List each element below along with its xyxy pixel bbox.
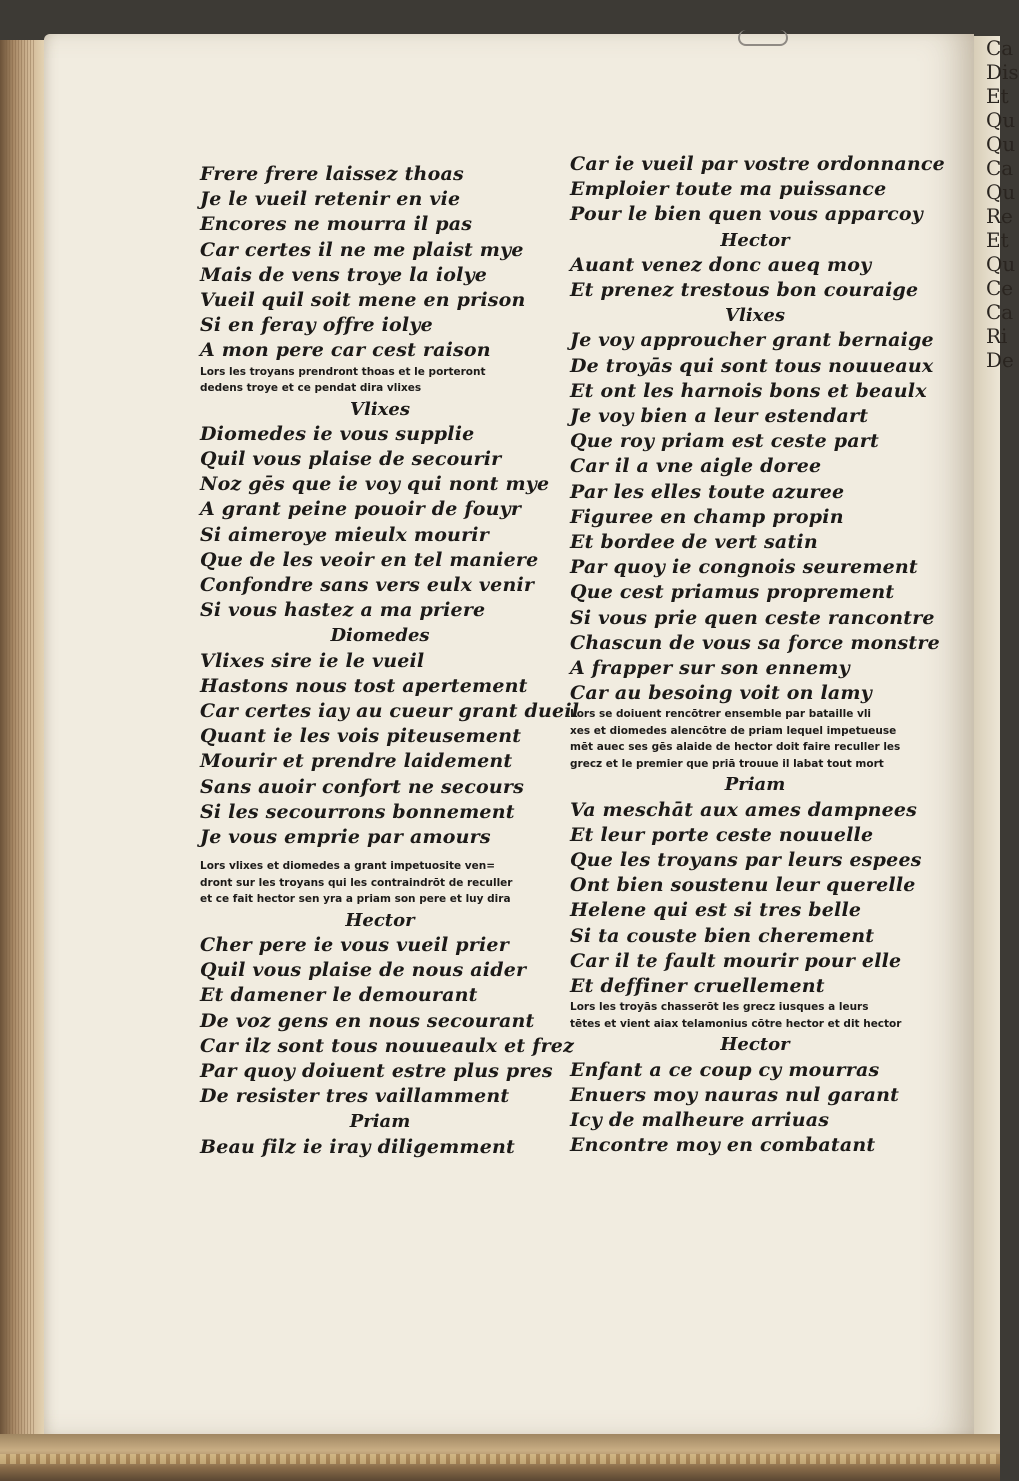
facing-page-fragment: Re (986, 204, 1013, 228)
verse-line: Car ie vueil par vostre ordonnance (570, 153, 945, 175)
verse-group (200, 649, 580, 851)
verse-line: De voz gens en nous secourant (200, 1009, 535, 1032)
verse-line: Car certes il ne me plaist mye (200, 238, 524, 261)
verse-line: A grant peine pouoir de fouyr (200, 498, 522, 521)
verse-line: A mon pere car cest raison (200, 339, 491, 362)
left-text-column (200, 162, 580, 1160)
speaker-heading: Diomedes (330, 625, 430, 647)
speaker-heading: Hector (720, 229, 790, 251)
verse-line: Car au besoing voit on lamy (570, 682, 872, 705)
stage-direction-line: Lors les troyās chasserōt les grecz iusques a leurs (570, 1001, 869, 1014)
stage-direction-line: xes et diomedes alencōtre de priam lequel impetueuse (570, 724, 897, 737)
stage-direction-line: dront sur les troyans qui les contraindrōt de reculler (200, 876, 513, 889)
facing-page-fragment: Ca (986, 300, 1014, 324)
book-binding-left (0, 40, 46, 1455)
stage-direction (200, 364, 560, 397)
stage-direction-line: dedens troye et ce pendat dira vlixes (200, 382, 422, 395)
verse-line: A frapper sur son ennemy (570, 657, 850, 680)
speaker-heading: Hector (720, 1034, 790, 1056)
verse-line: Icy de malheure arriuas (570, 1108, 830, 1131)
stage-direction-line: mēt auec ses gēs alaide de hector doit faire reculler les (570, 741, 901, 754)
verse-line: Emploier toute ma puissance (570, 178, 887, 201)
verse-line: De troyās qui sont tous nouueaux (570, 354, 934, 377)
speaker-heading: Priam (349, 1111, 411, 1133)
verse-line: Cher pere ie vous vueil prier (200, 933, 509, 956)
stage-direction-line: Lors vlixes et diomedes a grant impetuosite ven= (200, 860, 495, 873)
right-text-column (570, 152, 945, 1158)
verse-line: Que cest priamus proprement (570, 581, 895, 604)
verse-line: Et damener le demourant (200, 984, 478, 1007)
verse-line: Je voy bien a leur estendart (570, 405, 869, 428)
facing-page-fragment: Qu (986, 132, 1016, 156)
verse-line: Pour le bien quen vous apparcoy (570, 203, 923, 226)
facing-page-fragment: Qu (986, 108, 1016, 132)
verse-line: Va meschāt aux ames dampnees (570, 798, 918, 821)
verse-line: Que les troyans par leurs espees (570, 849, 922, 872)
stage-direction-line: grecz et le premier que priā trouue il labat tout mort (570, 757, 884, 770)
speaker-heading: Vlixes (350, 398, 410, 420)
verse-line: Auant venez donc aueq moy (570, 253, 872, 276)
stage-direction-line: et ce fait hector sen yra a priam son pere et luy dira (200, 893, 511, 906)
verse-line: Frere frere laissez thoas (200, 163, 464, 185)
verse-line: Si vous hastez a ma priere (200, 599, 486, 622)
facing-page-fragment: De (986, 348, 1014, 372)
facing-page-fragment: Dis (986, 60, 1019, 84)
verse-line: Que de les veoir en tel maniere (200, 548, 539, 571)
verse-line: Si ta couste bien cherement (570, 924, 875, 947)
facing-page-edge (974, 36, 1019, 1436)
verse-line: Je le vueil retenir en vie (200, 188, 461, 211)
verse-line: Quil vous plaise de secourir (200, 448, 502, 471)
verse-line: Noz gēs que ie voy qui nont mye (200, 473, 550, 496)
facing-page-fragment: Ri (986, 324, 1008, 348)
verse-line: Mourir et prendre laidement (200, 750, 513, 773)
facing-page-fragment: Ca (986, 156, 1014, 180)
verse-line: Si en feray offre iolye (200, 314, 433, 337)
verse-group (570, 798, 940, 1000)
facing-page-fragment: Et (986, 228, 1009, 252)
verse-line: Vueil quil soit mene en prison (200, 289, 526, 312)
verse-line: Je vous emprie par amours (200, 826, 491, 849)
stage-direction-line: Lors se doiuent rencōtrer ensemble par bataille vli (570, 708, 872, 721)
facing-page-fragment: Qu (986, 252, 1016, 276)
verse-line: Par les elles toute azuree (570, 480, 845, 503)
verse-line: Et ont les harnois bons et beaulx (570, 379, 927, 402)
stage-direction-line: tētes et vient aiax telamonius cōtre hector et dit hector (570, 1017, 902, 1030)
verse-line: Diomedes ie vous supplie (200, 422, 475, 445)
stage-direction (570, 999, 940, 1032)
verse-line: De resister tres vaillamment (200, 1085, 510, 1108)
speaker-heading: Hector (345, 909, 415, 931)
verse-line: Si vous prie quen ceste rancontre (570, 606, 935, 629)
verse-line: Enfant a ce coup cy mourras (570, 1058, 880, 1081)
verse-group (570, 1058, 940, 1159)
verse-line: Et prenez trestous bon couraige (570, 279, 919, 302)
verse-group (570, 152, 945, 228)
verse-line: Encores ne mourra il pas (200, 213, 473, 236)
verse-line: Et deffiner cruellement (570, 975, 825, 998)
verse-group (200, 422, 560, 624)
bookmark-clip-icon (738, 30, 788, 46)
facing-page-fragment: Et (986, 84, 1009, 108)
verse-line: Car il te fault mourir pour elle (570, 949, 902, 972)
verse-line: Chascun de vous sa force monstre (570, 631, 940, 654)
verse-line: Par quoy doiuent estre plus pres (200, 1060, 553, 1082)
verse-line: Figuree en champ propin (570, 505, 844, 528)
verse-line: Beau filz ie iray diligemment (200, 1135, 516, 1158)
facing-page-fragment: Ce (986, 276, 1014, 300)
verse-line: Helene qui est si tres belle (570, 899, 862, 922)
verse-line: Que roy priam est ceste part (570, 430, 879, 453)
verse-line: Car ilz sont tous nouueaulx et frez (200, 1034, 575, 1057)
verse-line: Vlixes sire ie le vueil (200, 649, 425, 672)
verse-line: Sans auoir confort ne secours (200, 775, 524, 798)
verse-line: Car certes iay au cueur grant dueil (200, 700, 580, 723)
verse-line: Si aimeroye mieulx mourir (200, 523, 489, 546)
verse-line: Par quoy ie congnois seurement (570, 556, 918, 579)
stage-direction (200, 858, 560, 908)
verse-line: Hastons nous tost apertement (200, 674, 528, 697)
verse-line: Confondre sans vers eulx venir (200, 574, 535, 597)
verse-line: Quil vous plaise de nous aider (200, 959, 527, 982)
verse-line: Et bordee de vert satin (570, 531, 818, 554)
verse-line: Enuers moy nauras nul garant (570, 1083, 900, 1106)
book-bottom-edge (0, 1434, 1000, 1481)
verse-line: Car il a vne aigle doree (570, 455, 822, 478)
verse-group (200, 933, 575, 1109)
verse-line: Je voy approucher grant bernaige (570, 329, 934, 352)
stage-direction (570, 706, 940, 772)
speaker-heading: Priam (724, 774, 786, 796)
verse-group (200, 1135, 560, 1160)
verse-line: Mais de vens troye la iolye (200, 263, 488, 286)
verse-line: Encontre moy en combatant (570, 1134, 876, 1157)
verse-group (200, 162, 560, 364)
stage-direction-line: Lors les troyans prendront thoas et le porteront (200, 365, 486, 378)
verse-line: Ont bien soustenu leur querelle (570, 874, 916, 897)
facing-page-fragment: Ca (986, 36, 1014, 60)
verse-line: Quant ie les vois piteusement (200, 725, 522, 748)
verse-line: Et leur porte ceste nouuelle (570, 823, 874, 846)
speaker-heading: Vlixes (725, 305, 785, 327)
verse-group (570, 328, 940, 706)
verse-line: Si les secourrons bonnement (200, 800, 515, 823)
verse-group (570, 253, 940, 303)
facing-page-fragment: Qu (986, 180, 1016, 204)
